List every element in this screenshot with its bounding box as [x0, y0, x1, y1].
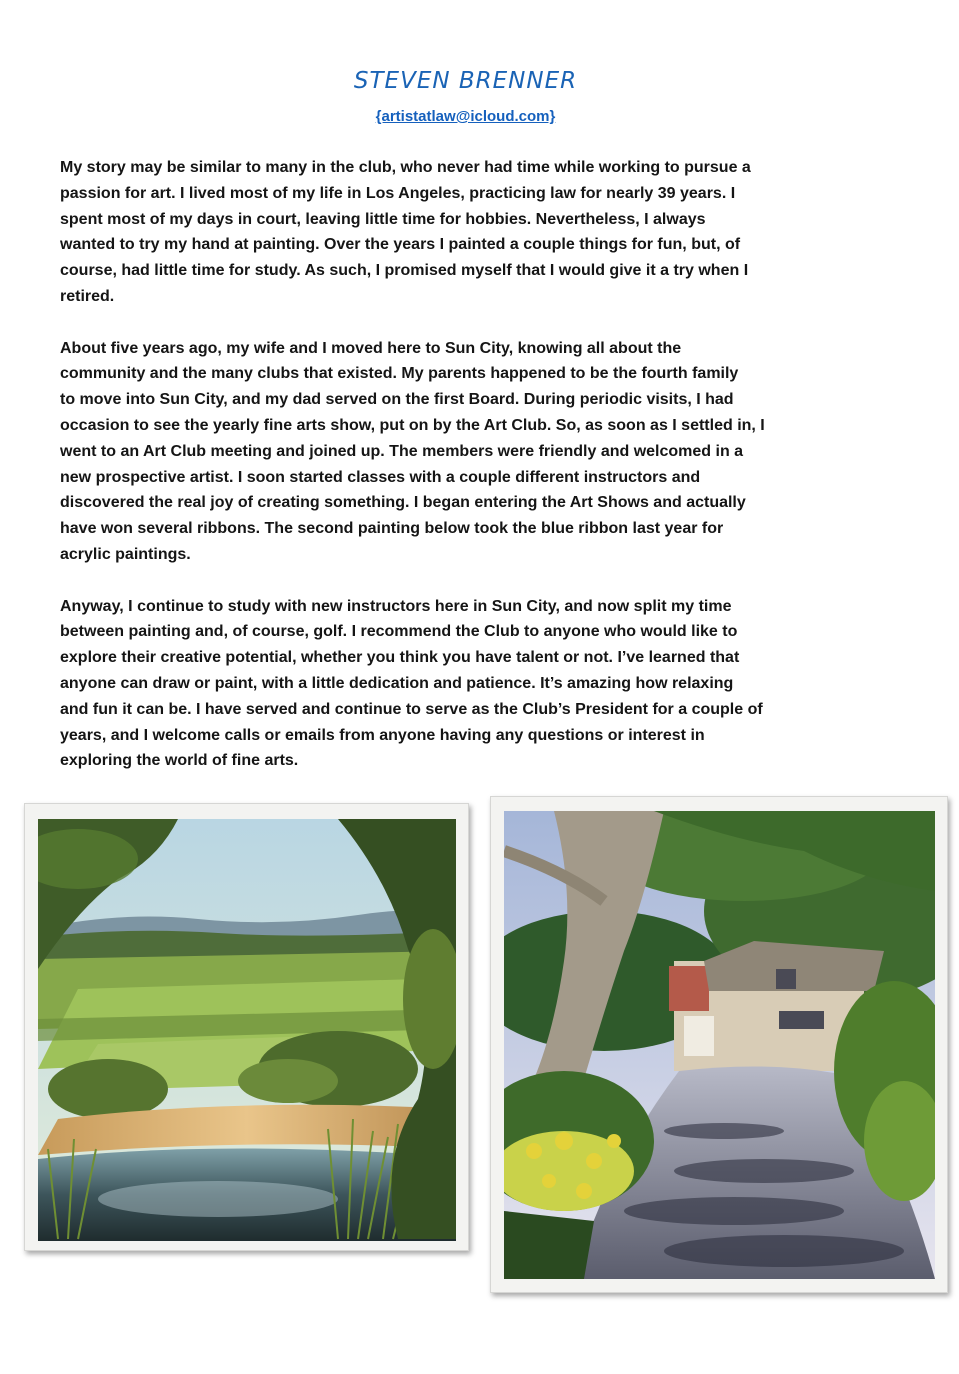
- email-line: [0, 108, 931, 125]
- painting-frame-cottage: [490, 796, 948, 1293]
- paragraph: My story may be similar to many in the club, who never had time while working to pursue a passion for art. I lived most of my life in Los Angeles, practicing law for nearly 39 years. I spent most of my days in court, leaving little time for hobbies. Nevertheless, I always wanted to try my hand at painting. Over the years I painted a couple things for fun, but, of course, had little time for study. As such, I promised myself that I would give it a try when I retired.: [60, 159, 751, 305]
- paragraph: Anyway, I continue to study with new instructors here in Sun City, and now split my time between painting and, of course, golf. I recommend the Club to anyone who would like to explore their creative potential, whether you think you have talent or not. I’ve learned that anyone can draw or paint, with a little dedication and patience. It’s amazing how relaxing and fun it can be. I have served and continue to serve as the Club’s President for a couple of years, and I welcome calls or emails from anyone having any questions or interest in exploring the world of fine arts.: [60, 597, 763, 770]
- painting-landscape-image: [38, 819, 456, 1241]
- biography-text: [60, 155, 882, 800]
- paragraph: About five years ago, my wife and I moved here to Sun City, knowing all about the community and the many clubs that existed. My parents happened to be the fourth family to move into Sun City, and my dad served on the first Board. During periodic visits, I had occasion to see the yearly fine arts show, put on by the Art Club. So, as soon as I settled in, I went to an Art Club meeting and joined up. The members were friendly and welcomed in a new prospective artist. I soon started classes with a couple different instructors and discovered the real joy of creating something. I began entering the Art Shows and actually have won several ribbons. The second painting below took the blue ribbon last year for acrylic paintings.: [60, 339, 765, 563]
- painting-frame-landscape: [24, 803, 469, 1251]
- email-link[interactable]: {artistatlaw@icloud.com}: [375, 108, 556, 125]
- painting-cottage-image: [504, 811, 935, 1279]
- page-title: STEVEN BRENNER: [353, 68, 578, 94]
